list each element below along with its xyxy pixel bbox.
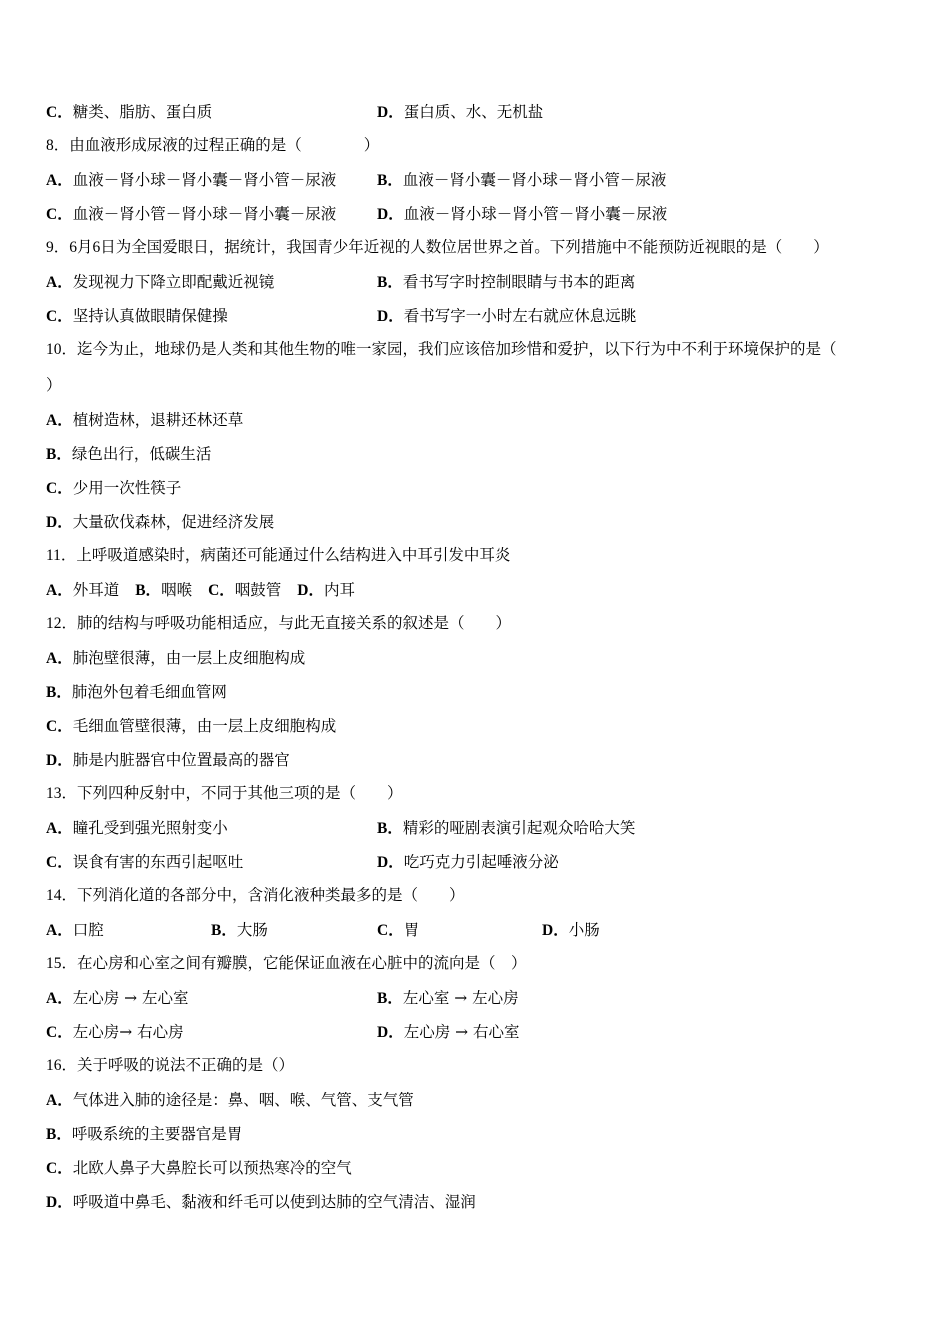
option-letter: D． xyxy=(46,514,73,531)
q16-stem: 16．关于呼吸的说法不正确的是（） xyxy=(46,1057,295,1074)
q15-stem: 15．在心房和心室之间有瓣膜，它能保证血液在心脏中的流向是（ ） xyxy=(46,955,527,972)
option-letter: D． xyxy=(46,752,73,769)
option-text: 毛细血管壁很薄，由一层上皮细胞构成 xyxy=(72,717,337,735)
option-text: 少用一次性筷子 xyxy=(72,479,182,497)
option-text: 肺泡外包着毛细血管网 xyxy=(71,683,227,701)
option-letter: C． xyxy=(46,1024,73,1041)
option-letter: B． xyxy=(46,1126,72,1143)
option-letter: D． xyxy=(377,854,404,871)
q10-stem-continuation: ） xyxy=(46,377,62,394)
q10-option-c xyxy=(46,478,181,499)
q15-option-c xyxy=(46,1022,184,1043)
q8-option-b xyxy=(377,170,666,191)
option-letter: A． xyxy=(46,650,73,667)
option-text: 肺泡壁很薄，由一层上皮细胞构成 xyxy=(72,649,306,667)
q12-option-b xyxy=(46,682,227,703)
option-text: 吃巧克力引起唾液分泌 xyxy=(403,853,559,871)
q10-option-b xyxy=(46,444,211,465)
option-letter: A． xyxy=(46,582,73,599)
q9-option-a xyxy=(46,272,274,293)
q13-option-b xyxy=(377,818,635,839)
q7-option-c xyxy=(46,102,212,123)
q11-stem: 11．上呼吸道感染时，病菌还可能通过什么结构进入中耳引发中耳炎 xyxy=(46,547,511,564)
option-text: 大量砍伐森林，促进经济发展 xyxy=(72,513,275,531)
option-text: 气体进入肺的途径是：鼻、咽、喉、气管、支气管 xyxy=(72,1091,414,1109)
option-letter: C． xyxy=(46,308,73,325)
option-text: 看书写字一小时左右就应休息远眺 xyxy=(403,307,637,325)
option-letter: D． xyxy=(377,206,404,223)
option-text: 呼吸系统的主要器官是胃 xyxy=(71,1125,243,1143)
q8-option-a xyxy=(46,170,336,191)
q9-option-d xyxy=(377,306,636,327)
option-text: 外耳道 xyxy=(72,581,120,599)
q8-option-d xyxy=(377,204,667,225)
q16-option-d xyxy=(46,1192,476,1213)
option-text: 咽喉 xyxy=(161,581,193,599)
q9-stem: 9．6月6日为全国爱眼日，据统计，我国青少年近视的人数位居世界之首。下列措施中不能预防近视眼的是（ ） xyxy=(46,239,829,256)
option-letter: D． xyxy=(377,1024,404,1041)
option-letter: A． xyxy=(46,922,73,939)
option-letter: B． xyxy=(377,820,403,837)
option-text: 坚持认真做眼睛保健操 xyxy=(72,307,228,325)
option-letter: A． xyxy=(46,274,73,291)
option-text: 口腔 xyxy=(72,921,104,939)
option-text: 呼吸道中鼻毛、黏液和纤毛可以使到达肺的空气清洁、湿润 xyxy=(72,1193,476,1211)
option-text: 胃 xyxy=(403,921,420,939)
q15-option-a xyxy=(46,988,189,1009)
option-text: 血液－肾小球－肾小管－肾小囊－尿液 xyxy=(403,205,668,223)
option-letter: C． xyxy=(46,480,73,497)
option-letter: A． xyxy=(46,172,73,189)
q14-option-d xyxy=(542,920,600,941)
option-text: 精彩的哑剧表演引起观众哈哈大笑 xyxy=(402,819,636,837)
q13-option-a xyxy=(46,818,228,839)
option-letter: B． xyxy=(46,684,72,701)
q14-stem: 14．下列消化道的各部分中，含消化液种类最多的是（ ） xyxy=(46,887,465,904)
option-text: 蛋白质、水、无机盐 xyxy=(403,103,544,121)
option-text: 看书写字时控制眼睛与书本的距离 xyxy=(402,273,636,291)
q12-option-c xyxy=(46,716,336,737)
option-text: 发现视力下降立即配戴近视镜 xyxy=(72,273,275,291)
q10-option-a xyxy=(46,410,243,431)
q11-options xyxy=(46,580,355,601)
option-text: 肺是内脏器官中位置最高的器官 xyxy=(72,751,290,769)
option-letter: C． xyxy=(46,1160,73,1177)
option-text: 内耳 xyxy=(324,581,356,599)
option-letter: B． xyxy=(211,922,237,939)
option-letter: C． xyxy=(46,854,73,871)
q14-option-c xyxy=(377,920,419,941)
q8-stem: 8．由血液形成尿液的过程正确的是（ ） xyxy=(46,137,380,154)
option-text: 左心房→ 右心房 xyxy=(72,1023,184,1041)
option-text: 左心室 → 左心房 xyxy=(402,989,519,1007)
q8-option-c xyxy=(46,204,336,225)
q9-option-b xyxy=(377,272,635,293)
option-letter: A． xyxy=(46,412,73,429)
option-text: 北欧人鼻子大鼻腔长可以预热寒冷的空气 xyxy=(72,1159,352,1177)
option-text: 瞳孔受到强光照射变小 xyxy=(72,819,228,837)
q14-option-b xyxy=(211,920,268,941)
q13-stem: 13．下列四种反射中，不同于其他三项的是（ ） xyxy=(46,785,403,802)
q12-option-a xyxy=(46,648,305,669)
option-letter: D． xyxy=(377,308,404,325)
q13-option-c xyxy=(46,852,243,873)
option-text: 血液－肾小管－肾小球－肾小囊－尿液 xyxy=(72,205,337,223)
q13-option-d xyxy=(377,852,559,873)
option-letter: C． xyxy=(46,104,73,121)
option-letter: B． xyxy=(135,582,162,599)
option-letter: D． xyxy=(46,1194,73,1211)
option-text: 血液－肾小囊－肾小球－肾小管－尿液 xyxy=(402,171,667,189)
q10-stem: 10．迄今为止，地球仍是人类和其他生物的唯一家园，我们应该倍加珍惜和爱护，以下行为中不利于环境保护的是（ xyxy=(46,341,837,358)
option-letter: C． xyxy=(46,718,73,735)
option-letter: B． xyxy=(377,274,403,291)
q10-option-d xyxy=(46,512,274,533)
option-letter: D． xyxy=(377,104,404,121)
q16-option-a xyxy=(46,1090,414,1111)
option-letter: B． xyxy=(46,446,72,463)
q16-option-b xyxy=(46,1124,242,1145)
option-text: 血液－肾小球－肾小囊－肾小管－尿液 xyxy=(72,171,337,189)
q16-option-c xyxy=(46,1158,352,1179)
option-letter: D． xyxy=(297,582,324,599)
q15-option-d xyxy=(377,1022,520,1043)
option-text: 左心房 → 右心室 xyxy=(403,1023,520,1041)
option-letter: A． xyxy=(46,990,73,1007)
q9-option-c xyxy=(46,306,228,327)
option-letter: C． xyxy=(377,922,404,939)
q12-stem: 12．肺的结构与呼吸功能相适应，与此无直接关系的叙述是（ ） xyxy=(46,615,512,632)
option-text: 咽鼓管 xyxy=(234,581,282,599)
option-letter: B． xyxy=(377,172,403,189)
option-letter: A． xyxy=(46,1092,73,1109)
q7-option-d xyxy=(377,102,543,123)
option-letter: A． xyxy=(46,820,73,837)
option-text: 误食有害的东西引起呕吐 xyxy=(72,853,244,871)
q14-option-a xyxy=(46,920,104,941)
option-text: 大肠 xyxy=(236,921,268,939)
option-letter: C． xyxy=(46,206,73,223)
option-text: 绿色出行，低碳生活 xyxy=(71,445,212,463)
option-text: 左心房 → 左心室 xyxy=(72,989,189,1007)
option-text: 植树造林，退耕还林还草 xyxy=(72,411,244,429)
q15-option-b xyxy=(377,988,519,1009)
option-letter: D． xyxy=(542,922,569,939)
option-text: 小肠 xyxy=(568,921,600,939)
option-letter: C． xyxy=(208,582,235,599)
option-text: 糖类、脂肪、蛋白质 xyxy=(72,103,213,121)
option-letter: B． xyxy=(377,990,403,1007)
q12-option-d xyxy=(46,750,290,771)
